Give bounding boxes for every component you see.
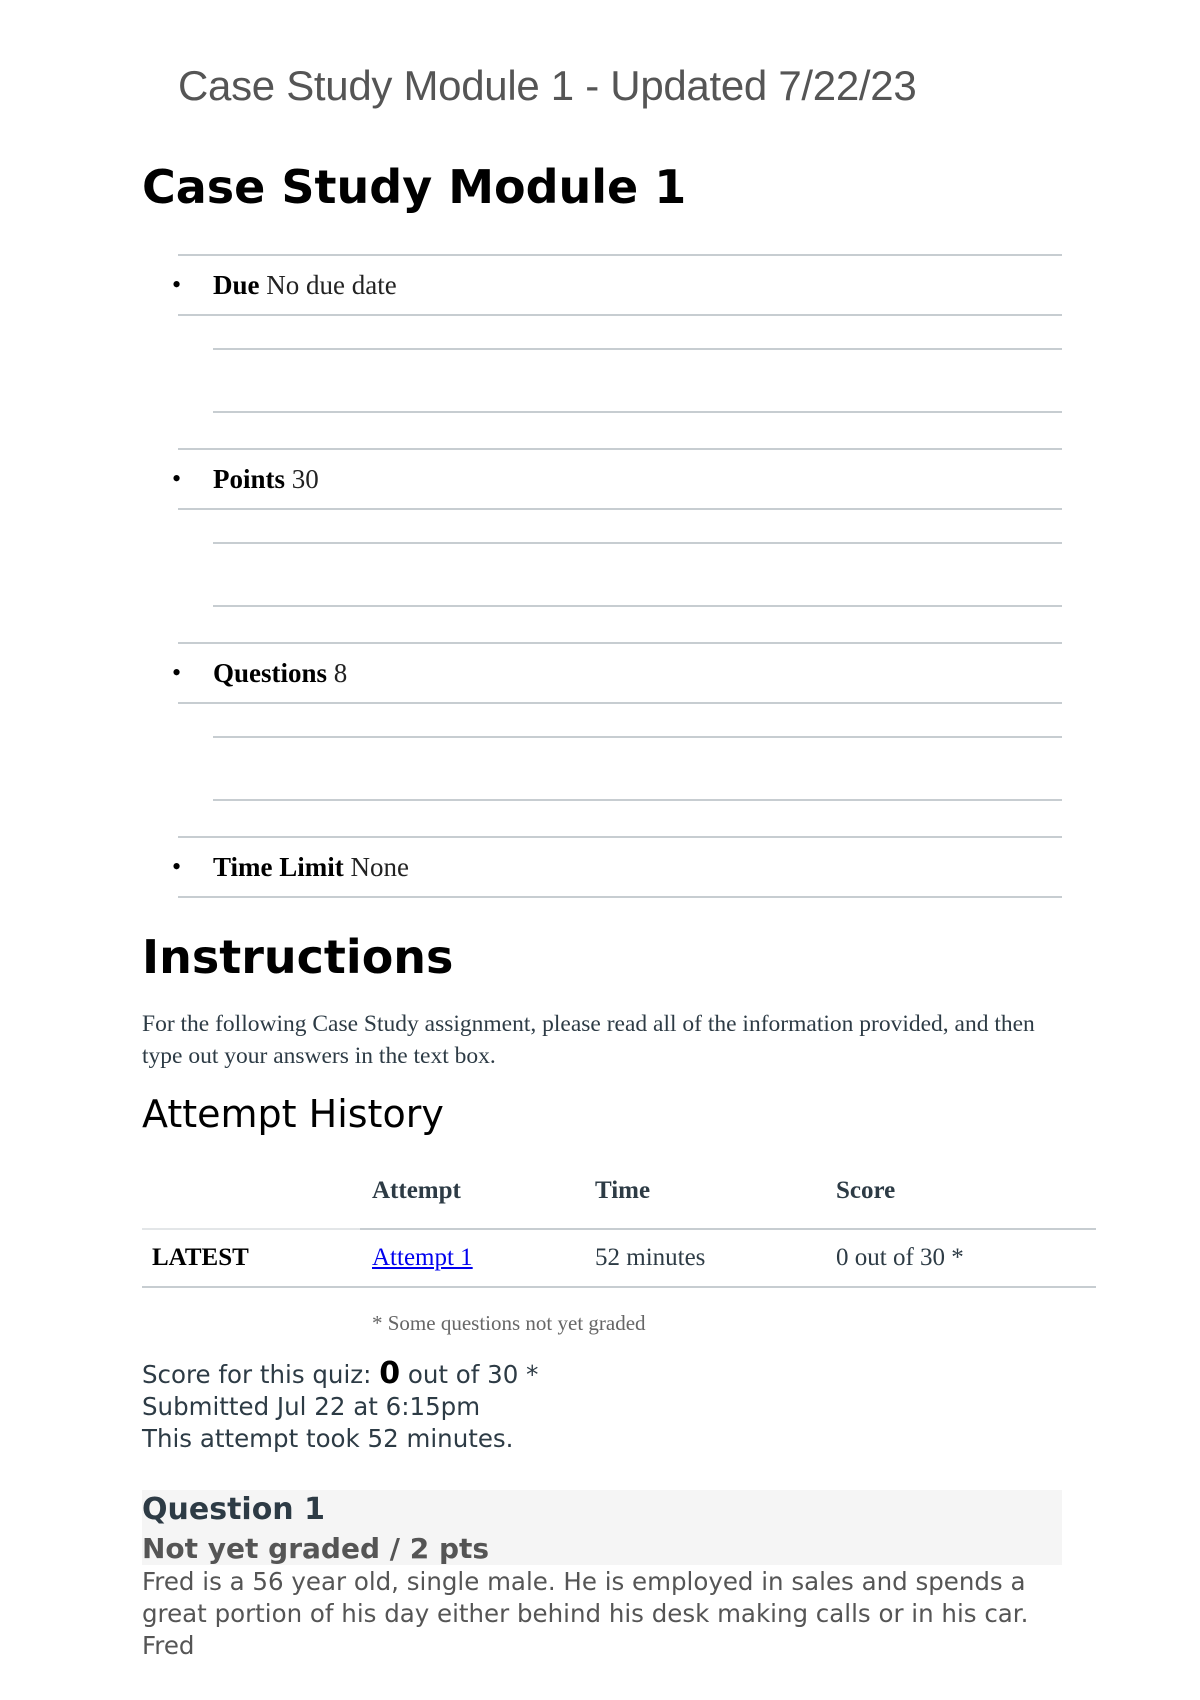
- quiz-details-list: [172, 254, 1062, 1030]
- detail-label: Due: [213, 270, 260, 300]
- score-line: [142, 1358, 538, 1391]
- attempt-duration: This attempt took 52 minutes.: [142, 1424, 514, 1453]
- detail-label: Points: [213, 464, 286, 494]
- detail-label: Time Limit: [213, 852, 344, 882]
- question-status: Not yet graded / 2 pts: [142, 1532, 490, 1565]
- latest-tag: LATEST: [152, 1244, 249, 1271]
- divider: [213, 736, 1062, 738]
- bullet-icon: •: [172, 658, 182, 687]
- divider: [142, 1286, 1096, 1288]
- detail-row: [172, 836, 1062, 898]
- attempt-history-table: [142, 1165, 1096, 1285]
- attempt-time: 52 minutes: [595, 1244, 706, 1271]
- detail-value: 30: [291, 464, 319, 494]
- divider: [142, 1228, 360, 1230]
- detail-row: [172, 254, 1062, 316]
- question-title: Question 1: [142, 1492, 325, 1527]
- grading-footnote: * Some questions not yet graded: [372, 1311, 646, 1335]
- column-header-attempt: Attempt: [372, 1177, 461, 1204]
- score-prefix: Score for this quiz:: [142, 1360, 372, 1389]
- document-header: Case Study Module 1 - Updated 7/22/23: [178, 62, 917, 109]
- score-value: 0: [379, 1356, 401, 1391]
- question-text: Fred is a 56 year old, single male. He is employed in sales and spends a great portion of his day either behind his desk making calls or in his car. Fred: [142, 1567, 1029, 1660]
- bullet-icon: •: [172, 464, 182, 493]
- instructions-text: For the following Case Study assignment, please read all of the information provided, and then type out your answers in the text box.: [142, 1011, 1035, 1069]
- divider: [360, 1228, 1096, 1230]
- divider: [213, 542, 1062, 544]
- detail-points: [172, 448, 1062, 642]
- detail-label: Questions: [213, 658, 328, 688]
- divider: [213, 411, 1062, 413]
- detail-row: [172, 448, 1062, 510]
- detail-value: None: [350, 852, 409, 882]
- divider: [213, 348, 1062, 350]
- detail-questions: [172, 642, 1062, 836]
- attempt-1-link[interactable]: Attempt 1: [372, 1244, 473, 1271]
- detail-value: 8: [333, 658, 348, 688]
- bullet-icon: •: [172, 852, 182, 881]
- bullet-icon: •: [172, 270, 182, 299]
- detail-row: [172, 642, 1062, 704]
- detail-value: No due date: [266, 270, 397, 300]
- submitted-timestamp: Submitted Jul 22 at 6:15pm: [142, 1392, 481, 1421]
- attempt-history-heading: Attempt History: [142, 1092, 444, 1136]
- detail-due: [172, 254, 1062, 448]
- divider: [213, 605, 1062, 607]
- page-title: Case Study Module 1: [142, 160, 687, 214]
- question-header: [142, 1490, 1062, 1565]
- divider: [213, 799, 1062, 801]
- score-summary: [142, 1358, 538, 1455]
- column-header-score: Score: [836, 1177, 896, 1204]
- score-suffix: out of 30 *: [407, 1360, 539, 1389]
- instructions-heading: Instructions: [142, 930, 454, 984]
- attempt-score: 0 out of 30 *: [836, 1244, 964, 1271]
- column-header-time: Time: [595, 1177, 651, 1204]
